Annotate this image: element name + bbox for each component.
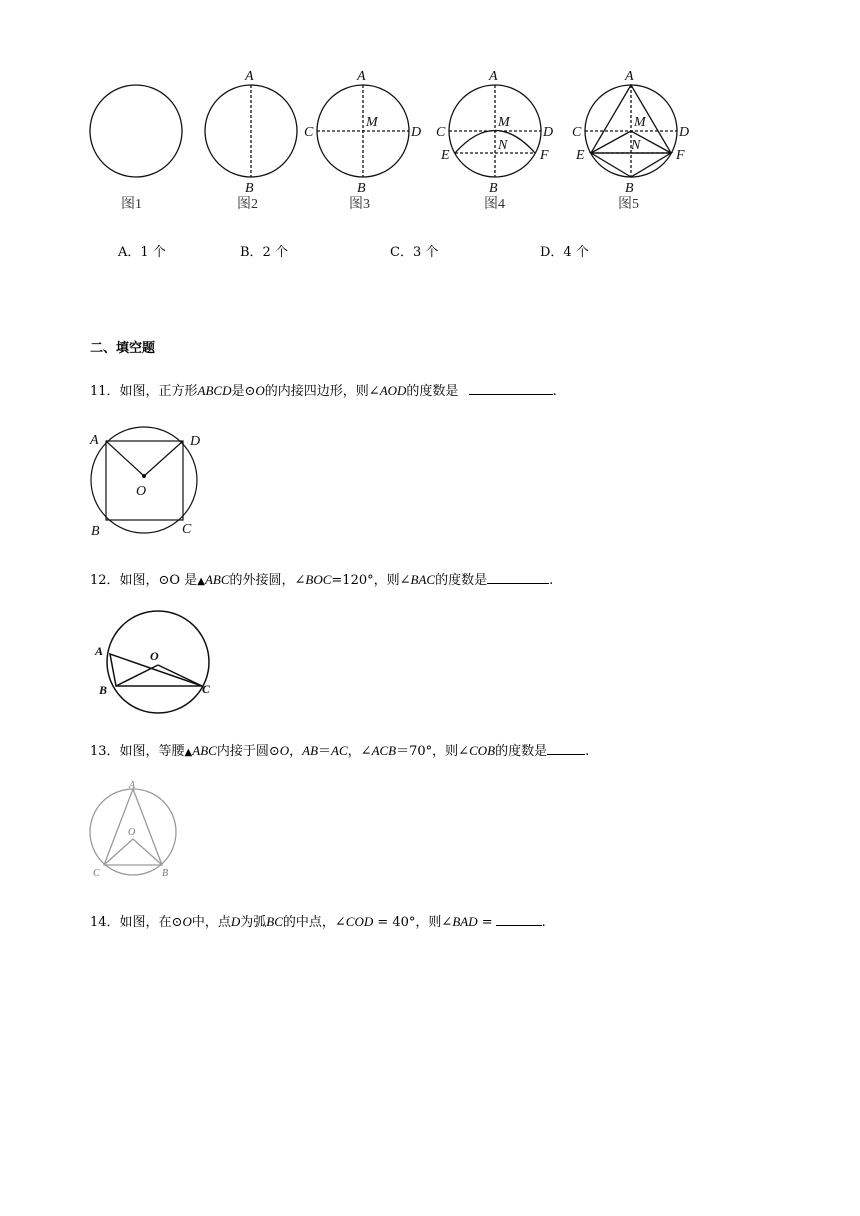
q13-var-ab: AB	[302, 743, 319, 758]
question-12	[90, 569, 553, 588]
q13-var-abc: ABC	[192, 743, 217, 758]
q11-label-c: C	[182, 522, 192, 537]
fig2-label-a: A	[245, 69, 254, 84]
q11-text-1: 11．如图，正方形	[90, 384, 198, 399]
q11-text-4: 的度数是	[406, 384, 459, 399]
q11-label-b: B	[91, 524, 100, 539]
q12-label-c: C	[202, 682, 211, 696]
q14-text-1: 14．如图，在⊙	[90, 915, 183, 930]
q14-text-6: =	[477, 915, 493, 930]
q11-center-dot	[142, 474, 146, 478]
q12-triangle-symbol: ▲	[197, 576, 205, 587]
q12-segment-bo	[116, 665, 158, 686]
fig4-label-n: N	[498, 138, 508, 153]
q13-label-b: B	[162, 868, 169, 879]
fig5-label-e: E	[576, 148, 585, 163]
q11-segment-do	[144, 441, 183, 476]
fig3-label-d: D	[411, 125, 422, 140]
fig3-caption: 图3	[349, 197, 370, 212]
q14-end: .	[541, 915, 546, 930]
q13-text-6: ＝70°，则∠	[396, 744, 470, 759]
fig5-label-d: D	[679, 125, 690, 140]
option-a[interactable]: A．1 个	[118, 245, 166, 260]
q13-text-5: ，∠	[347, 744, 372, 759]
q14-var-cod: COD	[345, 914, 374, 929]
q12-var-bac: BAC	[410, 572, 436, 587]
question-11	[90, 380, 557, 399]
q14-var-bc: BC	[266, 914, 283, 929]
q11-answer-blank[interactable]	[469, 382, 553, 395]
q13-answer-blank[interactable]	[547, 742, 585, 755]
q11-segment-ao	[106, 441, 144, 476]
fig4-label-m: M	[498, 115, 510, 130]
q14-text-4: 的中点，∠	[282, 915, 346, 930]
q11-var-abcd: ABCD	[197, 383, 232, 398]
q13-figure	[86, 778, 186, 880]
fig5-label-m: M	[634, 115, 646, 130]
q13-var-cob: COB	[469, 743, 496, 758]
q13-label-c: C	[93, 868, 100, 879]
q11-label-a: A	[90, 433, 99, 448]
q11-end: .	[552, 384, 557, 399]
q12-answer-blank[interactable]	[487, 571, 549, 584]
section-title: 二、填空题	[90, 341, 156, 356]
q12-var-boc: BOC	[305, 572, 332, 587]
fig5-label-c: C	[572, 125, 582, 140]
q13-label-a: A	[129, 780, 136, 791]
q14-answer-blank[interactable]	[496, 913, 542, 926]
q13-var-ac: AC	[331, 743, 348, 758]
top-figures	[0, 0, 860, 225]
q13-label-o: O	[128, 827, 136, 838]
q13-text-3: ，	[289, 744, 303, 759]
q14-text-3: 为弧	[240, 915, 267, 930]
fig1-circle	[90, 85, 182, 177]
fig3-label-a: A	[357, 69, 366, 84]
q11-text-2: 是⊙	[231, 384, 256, 399]
q11-label-o: O	[136, 484, 147, 499]
fig3-label-m: M	[366, 115, 378, 130]
q11-text-3: 的内接四边形，则∠	[264, 384, 380, 399]
option-d[interactable]: D．4 个	[540, 245, 589, 260]
q12-label-o: O	[150, 649, 159, 663]
fig5-caption: 图5	[618, 197, 639, 212]
fig4-label-a: A	[489, 69, 498, 84]
q13-var-o: O	[279, 743, 290, 758]
question-14	[90, 911, 546, 930]
q12-label-a: A	[95, 644, 104, 658]
q11-var-aod: AOD	[379, 383, 407, 398]
q13-text-1: 13．如图，等腰	[90, 744, 185, 759]
q13-triangle-symbol: ▲	[184, 747, 193, 758]
q12-text-4: 的度数是	[435, 573, 488, 588]
option-b[interactable]: B．2 个	[240, 245, 288, 260]
fig5-label-n: N	[631, 138, 641, 153]
q14-var-d: D	[230, 914, 241, 929]
q13-end: .	[585, 744, 590, 759]
q12-label-b: B	[99, 683, 108, 697]
q12-end: .	[549, 573, 554, 588]
fig3-label-b: B	[357, 181, 366, 196]
q12-var-abc: ABC	[204, 572, 230, 587]
fig2-label-b: B	[245, 181, 254, 196]
q14-var-bad: BAD	[452, 914, 478, 929]
q13-var-acb: ACB	[371, 743, 397, 758]
q12-figure	[90, 608, 220, 718]
q14-text-2: 中，点	[191, 915, 231, 930]
q13-text-7: 的度数是	[495, 744, 548, 759]
fig4-label-b: B	[489, 181, 498, 196]
question-13	[90, 740, 589, 759]
q12-text-1: 12．如图，⊙O 是	[90, 573, 198, 588]
q11-label-d: D	[190, 434, 201, 449]
q11-square-abcd	[106, 441, 183, 520]
fig4-label-d: D	[543, 125, 554, 140]
fig5-label-b: B	[625, 181, 634, 196]
fig4-caption: 图4	[484, 197, 505, 212]
fig3-label-c: C	[304, 125, 314, 140]
option-c[interactable]: C．3 个	[390, 245, 439, 260]
fig1-caption: 图1	[121, 197, 142, 212]
q14-text-5: = 40°，则∠	[373, 915, 453, 930]
q13-text-4: ＝	[318, 744, 332, 759]
q12-text-2: 的外接圆，∠	[229, 573, 306, 588]
q13-text-2: 内接于圆⊙	[216, 744, 280, 759]
fig5-label-a: A	[625, 69, 634, 84]
q14-var-o: O	[182, 914, 192, 929]
q12-segment-oc	[158, 665, 202, 686]
q11-figure	[86, 425, 206, 545]
q11-var-o: O	[255, 383, 265, 398]
fig4-label-f: F	[540, 148, 549, 163]
fig4-label-c: C	[436, 125, 446, 140]
fig4-label-e: E	[441, 148, 450, 163]
fig2-caption: 图2	[237, 197, 258, 212]
fig5-label-f: F	[676, 148, 685, 163]
q12-text-3: =120°，则∠	[331, 573, 411, 588]
